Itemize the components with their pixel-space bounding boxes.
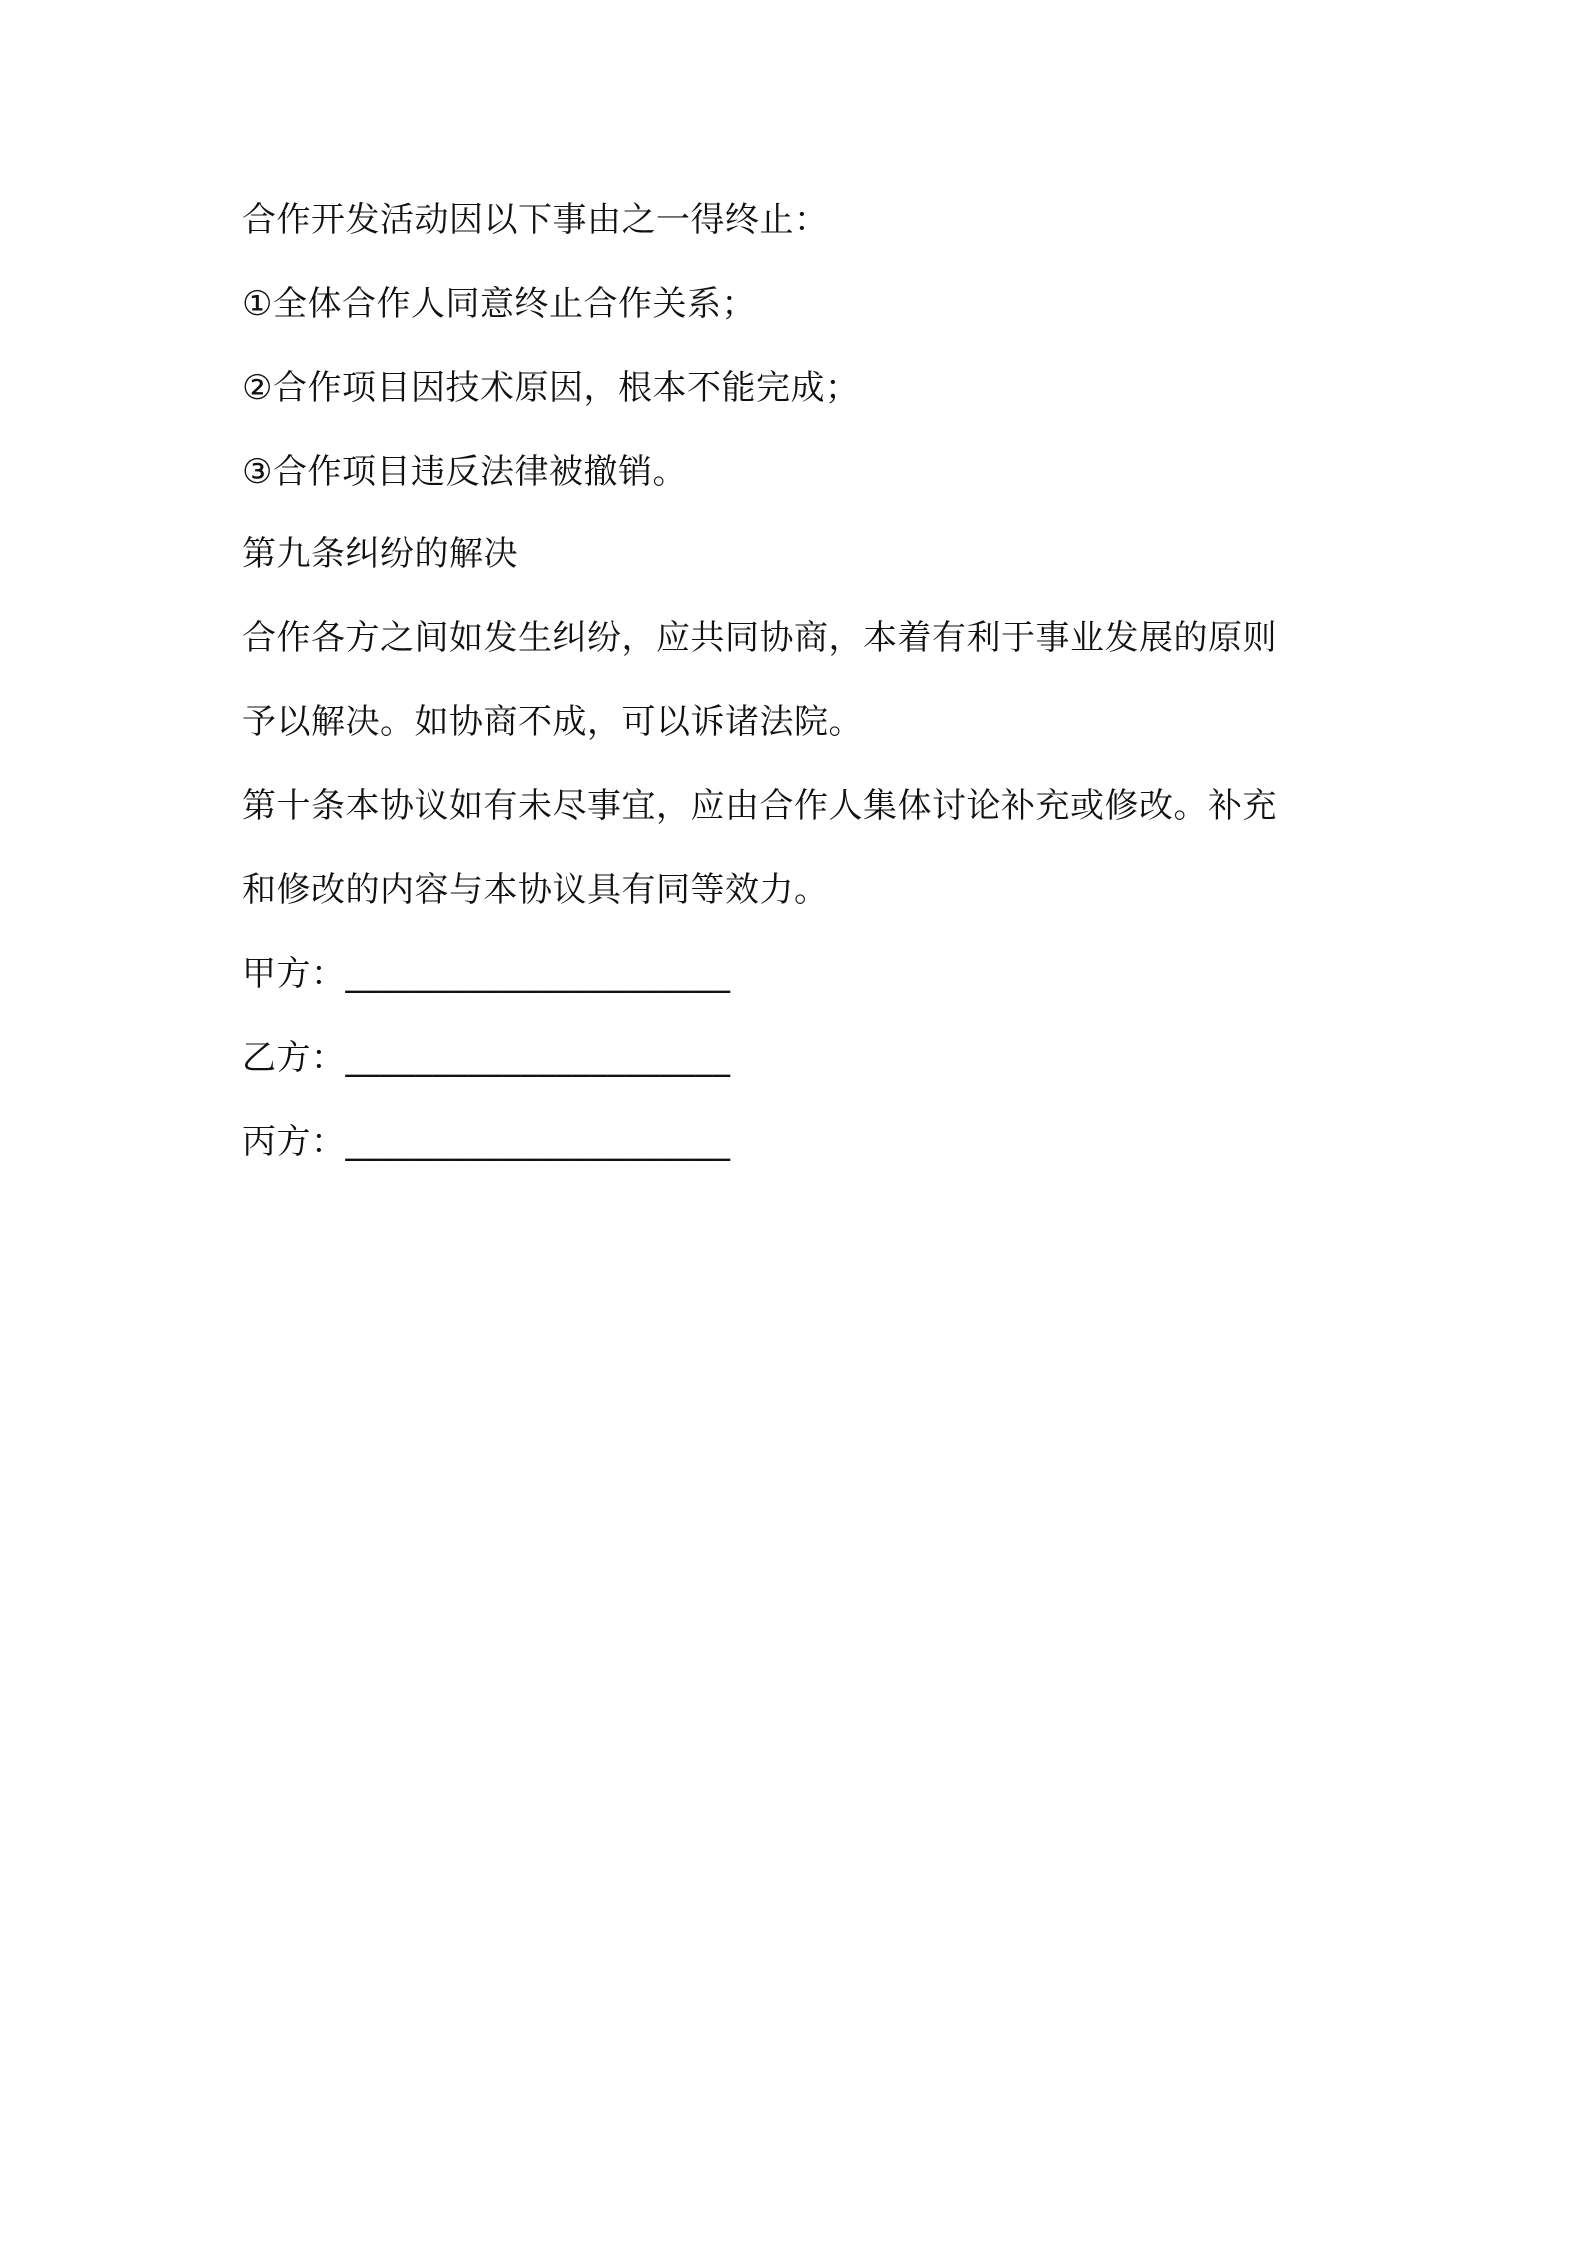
termination-intro: 合作开发活动因以下事由之一得终止： (242, 200, 829, 240)
termination-item-1: ①全体合作人同意终止合作关系； (242, 284, 756, 324)
article-9-body-line-2: 予以解决。如协商不成，可以诉诸法院。 (242, 702, 863, 742)
signature-line-party-c: ______________________ (345, 1122, 731, 1162)
signature-line-party-b: ______________________ (345, 1038, 731, 1078)
article-10-line-1: 第十条本协议如有未尽事宜，应由合作人集体讨论补充或修改。补充 (242, 786, 1277, 826)
signature-label-party-a: 甲方： (242, 954, 346, 994)
article-10-line-2: 和修改的内容与本协议具有同等效力。 (242, 870, 829, 910)
article-9-body-line-1: 合作各方之间如发生纠纷，应共同协商，本着有利于事业发展的原则 (242, 618, 1277, 658)
signature-party-a (242, 954, 731, 994)
signature-label-party-b: 乙方： (242, 1038, 346, 1078)
signature-party-c (242, 1122, 731, 1162)
termination-item-3: ③合作项目违反法律被撤销。 (242, 452, 687, 492)
signature-party-b (242, 1038, 731, 1078)
termination-item-2: ②合作项目因技术原因，根本不能完成； (242, 368, 860, 408)
article-9-title: 第九条纠纷的解决 (242, 534, 518, 574)
signature-line-party-a: ______________________ (345, 954, 731, 994)
signature-label-party-c: 丙方： (242, 1122, 346, 1162)
